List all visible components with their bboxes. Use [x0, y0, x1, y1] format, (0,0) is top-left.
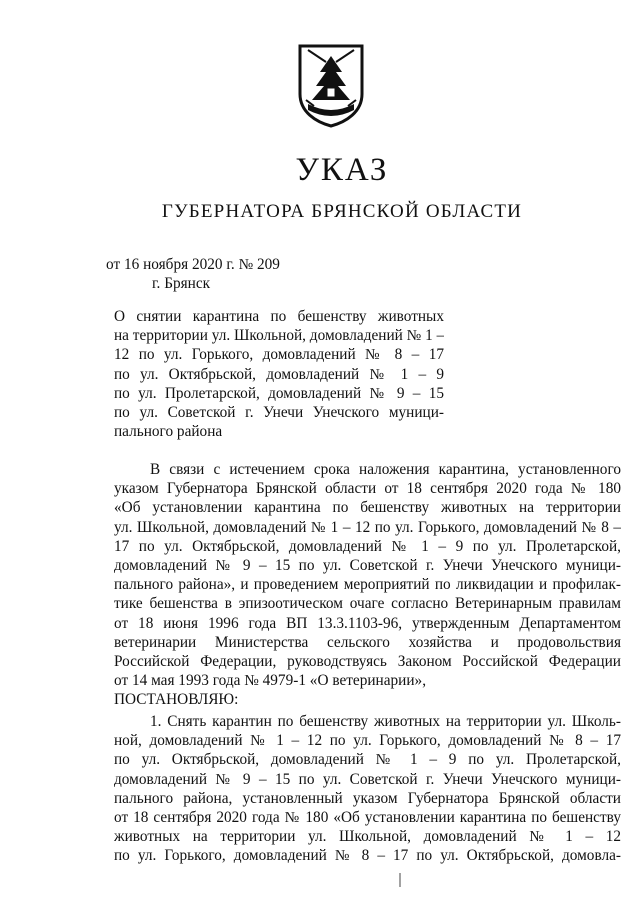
preamble-line: ул. Школьной, домовладений № 1 – 12 по ул. Горького, домовладений № 8 –: [114, 518, 621, 536]
scan-mark: [397, 873, 403, 887]
item-1-line: от 18 сентября 2020 года № 180 «Об установлении карантина по бешенству: [114, 808, 621, 826]
item-1-line: по ул. Горького, домовладений № 8 – 17 по ул. Октябрьской, домовла-: [114, 847, 621, 865]
subject-line: на территории ул. Школьной, домовладений № 1 –: [114, 327, 444, 345]
preamble-line: пального района», и проведением мероприятий по ликвидации и профилак-: [114, 576, 621, 594]
preamble-paragraph: [114, 460, 621, 709]
preamble-line: от 18 июня 1996 года ВП 13.3.1103-96, утвержденным Департаментом: [114, 614, 621, 632]
subject-line: 12 по ул. Горького, домовладений № 8 – 17: [114, 346, 444, 364]
preamble-line: от 14 мая 1993 года № 4979-1 «О ветеринарии»,: [114, 672, 427, 690]
preamble-line: В связи с истечением срока наложения карантина, установленного: [150, 461, 621, 478]
item-1-line: домовладений № 9 – 15 по ул. Советской г. Унечи Унечского муници-: [114, 770, 621, 788]
preamble-line: указом Губернатора Брянской области от 18 сентября 2020 года № 180: [114, 480, 621, 498]
item-1-line: пального района, установленный указом Губернатора Брянской области: [114, 789, 621, 807]
decree-word: ПОСТАНОВЛЯЮ:: [114, 691, 239, 709]
subject-line: пального района: [114, 423, 223, 441]
preamble-line: «Об установлении карантина по бешенству животных на территории: [114, 499, 621, 517]
decree-subject: [114, 307, 444, 441]
item-1-line: по ул. Октябрьской, домовладений № 1 – 9 по ул. Пролетарской,: [114, 751, 621, 769]
item-1-line: ной, домовладений № 1 – 12 по ул. Горького, домовладений № 8 – 17: [114, 732, 621, 750]
item-1-paragraph: [114, 712, 621, 866]
preamble-line: тике бешенства в эпизоотическом очаге согласно Ветеринарным правилам: [114, 595, 621, 613]
subject-line: по ул. Октябрьской, домовладений № 1 – 9: [114, 365, 444, 383]
subject-line: по ул. Пролетарской, домовладений № 9 – 15: [114, 384, 444, 402]
subject-line: О снятии карантина по бешенству животных: [114, 308, 444, 325]
coat-of-arms-icon: [296, 42, 366, 128]
city-name: г. Брянск: [152, 275, 211, 292]
document-subtitle: ГУБЕРНАТОРА БРЯНСКОЙ ОБЛАСТИ: [161, 201, 523, 222]
preamble-line: 17 по ул. Октябрьской, домовладений № 1 – 9 по ул. Пролетарской,: [114, 537, 621, 555]
preamble-line: домовладений № 9 – 15 по ул. Советской г. Унечи Унечского муници-: [114, 556, 621, 574]
document-title: УКАЗ: [295, 152, 389, 188]
date-and-number: от 16 ноября 2020 г. № 209: [106, 256, 280, 273]
preamble-line: Российской Федерации, руководствуясь Законом Российской Федерации: [114, 652, 621, 670]
subject-line: по ул. Советской г. Унечи Унечского муници-: [114, 403, 444, 421]
item-1-line: животных на территории ул. Школьной, домовладений № 1 – 12: [114, 828, 621, 846]
item-1-line: 1. Снять карантин по бешенству животных на территории ул. Школь-: [150, 713, 621, 730]
preamble-line: ветеринарии Министерства сельского хозяйства и продовольствия: [114, 633, 621, 651]
